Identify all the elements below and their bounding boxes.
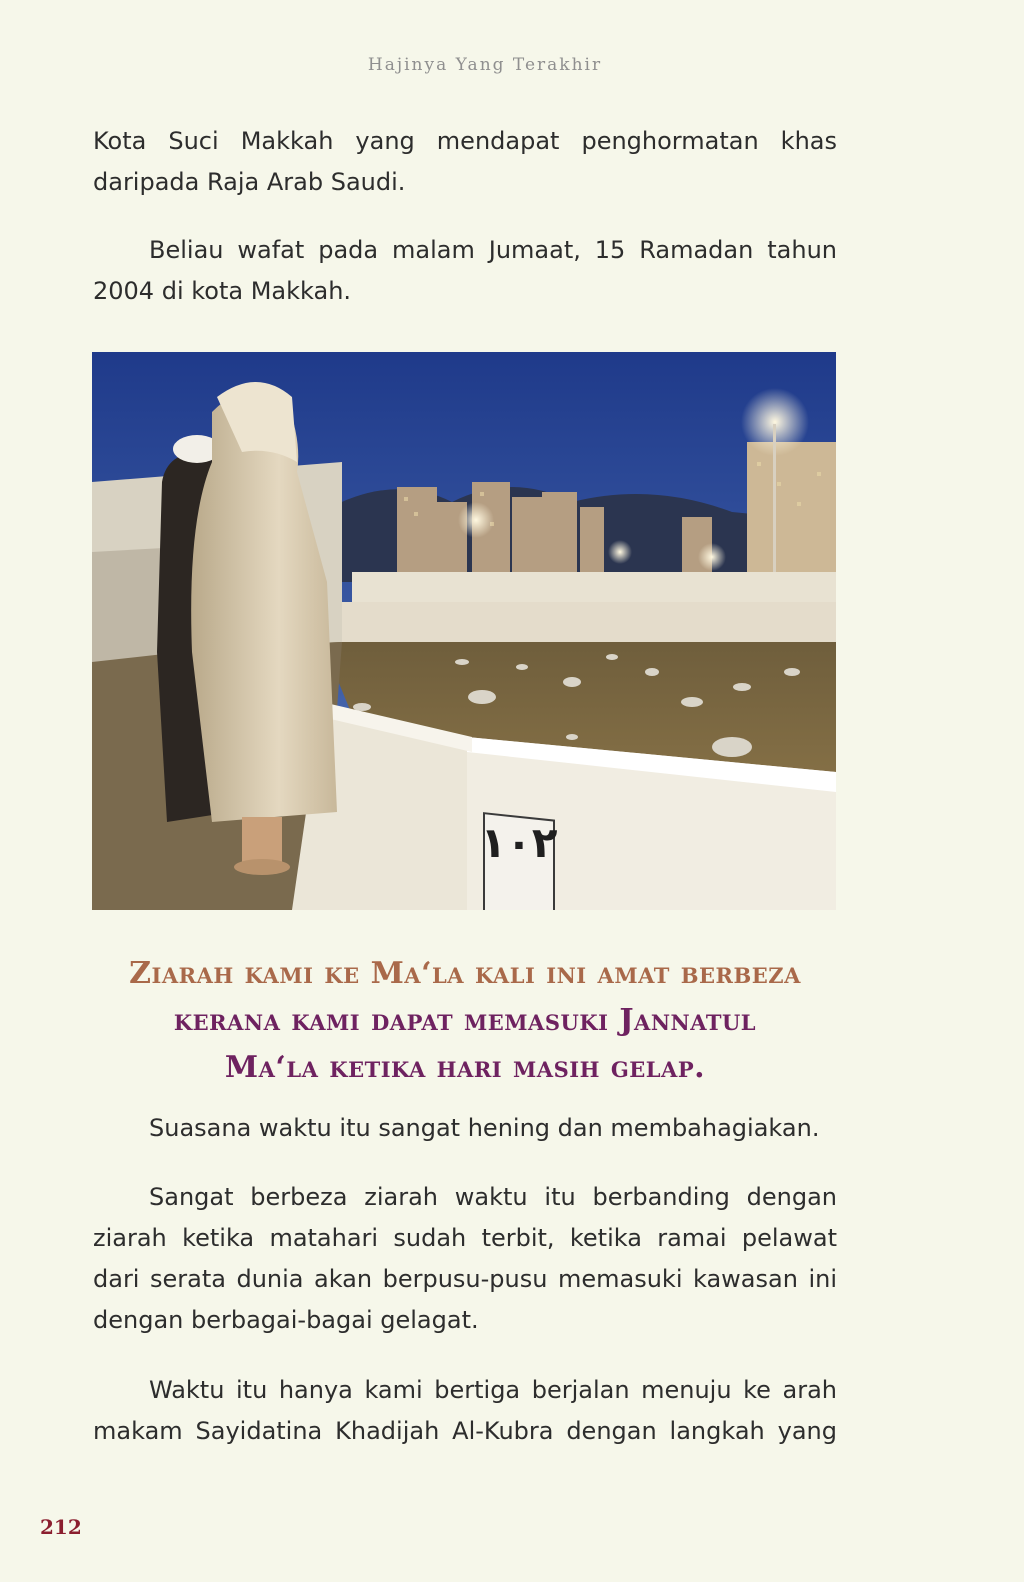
pull-quote-line-2: kerana kami dapat memasuki Jannatul (173, 1003, 757, 1038)
paragraph-3: Suasana waktu itu sangat hening dan membahagiakan. (149, 1114, 820, 1142)
running-head-title: Hajinya Yang Terakhir (367, 55, 603, 75)
paragraph-5-line-1: Waktu itu hanya kami bertiga berjalan menuju ke arah (149, 1376, 837, 1404)
paragraph-1: Kota Suci Makkah yang mendapat penghormatan khas daripada Raja Arab Saudi. (93, 127, 837, 196)
cemetery-photo (92, 352, 836, 910)
paragraph-4: Sangat berbeza ziarah waktu itu berbanding dengan ziarah ketika matahari sudah terbit, ketika ramai pelawat dari serata dunia akan berpusu-pusu memasuki kawasan ini dengan berbagai-bagai gelagat. (93, 1183, 837, 1334)
grave-number-label: ١٠٢ (480, 818, 558, 867)
pull-quote-line-1: Ziarah kami ke Ma‘la kali ini amat berbeza (129, 956, 801, 991)
page-number: 212 (40, 1515, 82, 1539)
paragraph-5 (93, 1370, 837, 1452)
grave-number-sign (481, 813, 558, 910)
paragraph-2: Beliau wafat pada malam Jumaat, 15 Ramadan tahun 2004 di kota Makkah. (93, 236, 837, 305)
paragraph-5-line-2: makam Sayidatina Khadijah Al-Kubra dengan langkah yang (93, 1417, 837, 1445)
pull-quote-line-3: Ma‘la ketika hari masih gelap. (224, 1050, 706, 1085)
pull-quote (92, 950, 838, 1091)
